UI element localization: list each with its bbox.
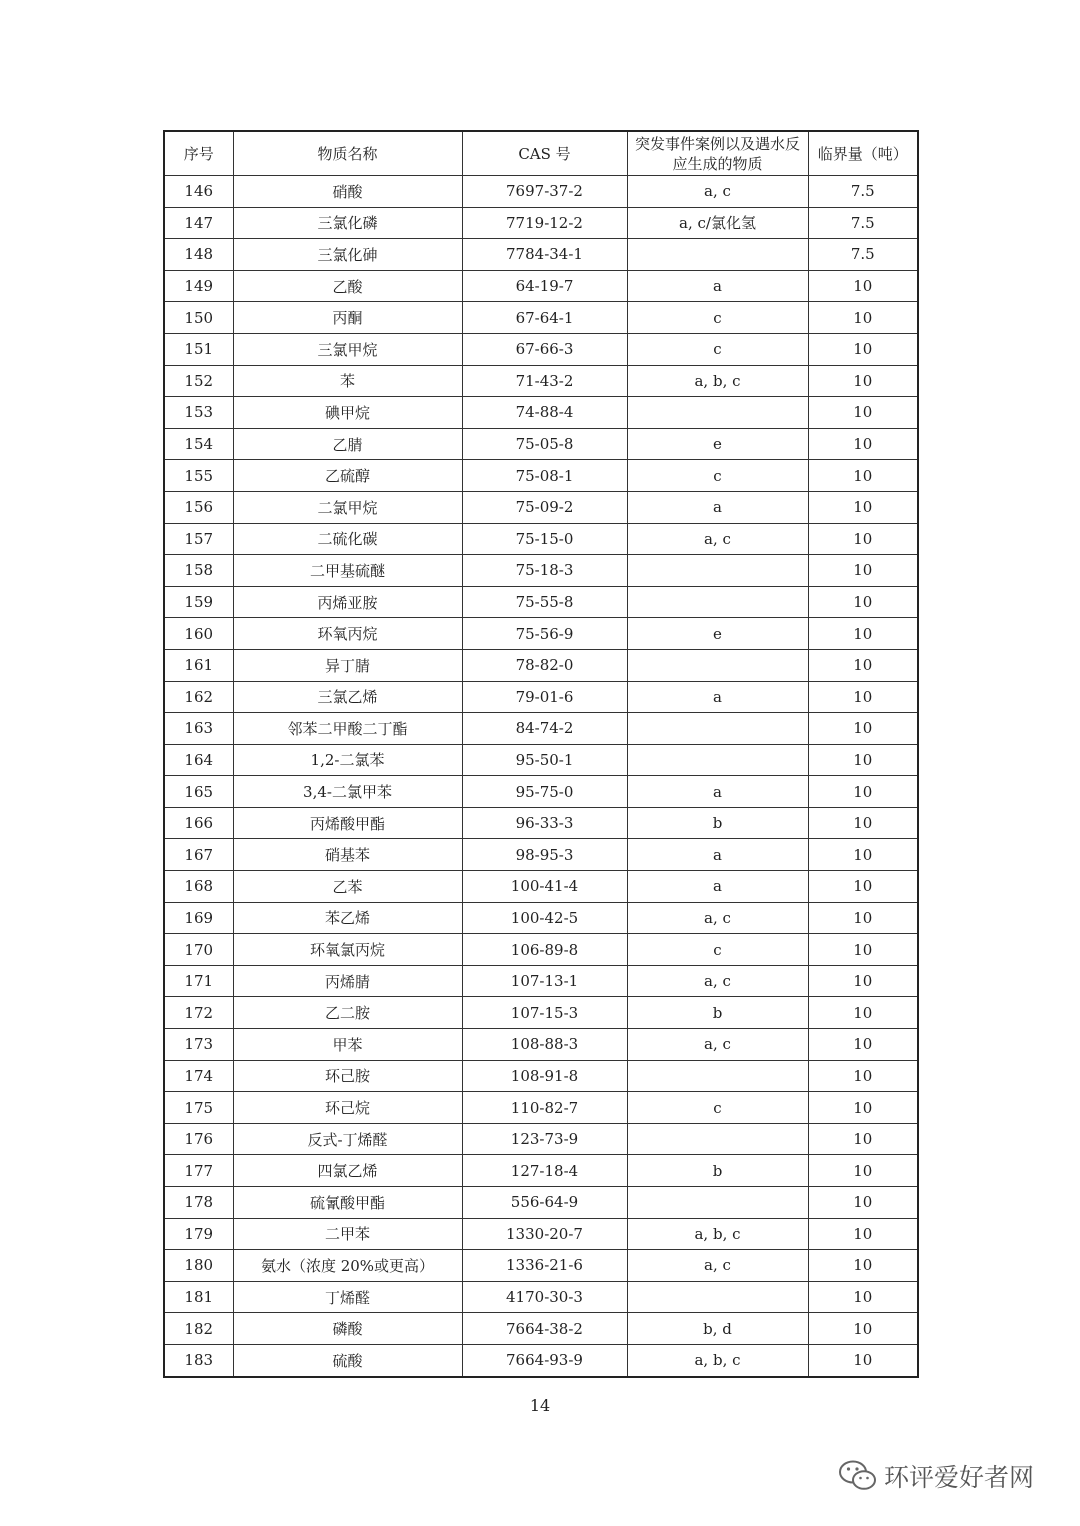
cell-cas-number: 67-66-3	[462, 333, 627, 365]
cell-index: 146	[164, 176, 233, 208]
cell-cas-number: 75-09-2	[462, 491, 627, 523]
cell-cas-number: 75-05-8	[462, 428, 627, 460]
cell-cas-number: 110-82-7	[462, 1092, 627, 1124]
cell-substance-name: 乙酸	[233, 270, 462, 302]
cell-threshold: 10	[808, 902, 918, 934]
cell-cas-number: 100-42-5	[462, 902, 627, 934]
table-row	[164, 397, 918, 429]
watermark	[838, 1456, 1034, 1496]
cell-threshold: 10	[808, 965, 918, 997]
table-row	[164, 902, 918, 934]
cell-threshold: 10	[808, 460, 918, 492]
cell-substance-name: 1,2-二氯苯	[233, 744, 462, 776]
cell-threshold: 7.5	[808, 239, 918, 271]
cell-incident-cases	[627, 586, 808, 618]
table-row	[164, 302, 918, 334]
cell-threshold: 10	[808, 302, 918, 334]
cell-substance-name: 三氯乙烯	[233, 681, 462, 713]
cell-cas-number: 75-56-9	[462, 618, 627, 650]
cell-index: 173	[164, 1029, 233, 1061]
cell-threshold: 10	[808, 618, 918, 650]
table-row	[164, 460, 918, 492]
cell-substance-name: 三氯化磷	[233, 207, 462, 239]
cell-substance-name: 丙烯腈	[233, 965, 462, 997]
cell-incident-cases: c	[627, 460, 808, 492]
cell-threshold: 10	[808, 871, 918, 903]
cell-incident-cases: a	[627, 776, 808, 808]
wechat-icon	[838, 1459, 878, 1493]
cell-substance-name: 邻苯二甲酸二丁酯	[233, 713, 462, 745]
table-row	[164, 428, 918, 460]
table-row	[164, 871, 918, 903]
cell-threshold: 10	[808, 839, 918, 871]
cell-index: 172	[164, 997, 233, 1029]
cell-cas-number: 95-75-0	[462, 776, 627, 808]
cell-threshold: 10	[808, 997, 918, 1029]
table-row	[164, 365, 918, 397]
cell-index: 153	[164, 397, 233, 429]
cell-incident-cases: a	[627, 839, 808, 871]
cell-cas-number: 7664-93-9	[462, 1344, 627, 1376]
cell-substance-name: 环氧氯丙烷	[233, 934, 462, 966]
cell-cas-number: 108-91-8	[462, 1060, 627, 1092]
cell-substance-name: 乙腈	[233, 428, 462, 460]
cell-cas-number: 106-89-8	[462, 934, 627, 966]
substance-table	[163, 130, 919, 1378]
cell-index: 168	[164, 871, 233, 903]
cell-substance-name: 二氯甲烷	[233, 491, 462, 523]
cell-substance-name: 环己胺	[233, 1060, 462, 1092]
cell-index: 177	[164, 1155, 233, 1187]
cell-incident-cases: a	[627, 681, 808, 713]
cell-substance-name: 乙二胺	[233, 997, 462, 1029]
cell-incident-cases: a, c	[627, 523, 808, 555]
table-row	[164, 839, 918, 871]
cell-threshold: 10	[808, 1123, 918, 1155]
cell-index: 164	[164, 744, 233, 776]
cell-incident-cases: e	[627, 428, 808, 460]
cell-substance-name: 氨水（浓度 20%或更高）	[233, 1250, 462, 1282]
cell-index: 160	[164, 618, 233, 650]
cell-substance-name: 丙酮	[233, 302, 462, 334]
cell-index: 162	[164, 681, 233, 713]
cell-cas-number: 64-19-7	[462, 270, 627, 302]
table-row	[164, 1155, 918, 1187]
cell-index: 183	[164, 1344, 233, 1376]
cell-incident-cases: a	[627, 871, 808, 903]
cell-incident-cases: a, b, c	[627, 365, 808, 397]
cell-index: 167	[164, 839, 233, 871]
cell-cas-number: 96-33-3	[462, 807, 627, 839]
cell-substance-name: 乙苯	[233, 871, 462, 903]
cell-cas-number: 1336-21-6	[462, 1250, 627, 1282]
table-row	[164, 207, 918, 239]
cell-substance-name: 硝基苯	[233, 839, 462, 871]
cell-incident-cases	[627, 555, 808, 587]
cell-incident-cases	[627, 649, 808, 681]
header-cas-number: CAS 号	[462, 131, 627, 176]
cell-cas-number: 84-74-2	[462, 713, 627, 745]
table-row	[164, 1187, 918, 1219]
cell-incident-cases	[627, 1060, 808, 1092]
watermark-text: 环评爱好者网	[884, 1463, 1035, 1492]
cell-index: 181	[164, 1281, 233, 1313]
cell-incident-cases	[627, 1281, 808, 1313]
table-row	[164, 649, 918, 681]
cell-index: 147	[164, 207, 233, 239]
cell-index: 176	[164, 1123, 233, 1155]
table-row	[164, 176, 918, 208]
cell-cas-number: 98-95-3	[462, 839, 627, 871]
cell-threshold: 10	[808, 807, 918, 839]
table-row	[164, 523, 918, 555]
table-header-row	[164, 131, 918, 176]
cell-incident-cases: c	[627, 302, 808, 334]
cell-substance-name: 苯	[233, 365, 462, 397]
cell-cas-number: 556-64-9	[462, 1187, 627, 1219]
table-row	[164, 713, 918, 745]
cell-index: 156	[164, 491, 233, 523]
cell-threshold: 10	[808, 1092, 918, 1124]
cell-cas-number: 74-88-4	[462, 397, 627, 429]
cell-incident-cases: c	[627, 333, 808, 365]
cell-index: 149	[164, 270, 233, 302]
cell-substance-name: 环己烷	[233, 1092, 462, 1124]
cell-index: 159	[164, 586, 233, 618]
cell-index: 158	[164, 555, 233, 587]
header-index: 序号	[164, 131, 233, 176]
cell-incident-cases: a, b, c	[627, 1344, 808, 1376]
page-number: 14	[529, 1396, 551, 1415]
cell-incident-cases	[627, 397, 808, 429]
cell-substance-name: 异丁腈	[233, 649, 462, 681]
cell-incident-cases: b	[627, 1155, 808, 1187]
cell-substance-name: 甲苯	[233, 1029, 462, 1061]
cell-substance-name: 乙硫醇	[233, 460, 462, 492]
cell-cas-number: 75-18-3	[462, 555, 627, 587]
cell-threshold: 10	[808, 333, 918, 365]
cell-cas-number: 75-08-1	[462, 460, 627, 492]
cell-substance-name: 3,4-二氯甲苯	[233, 776, 462, 808]
cell-index: 161	[164, 649, 233, 681]
cell-incident-cases	[627, 239, 808, 271]
cell-threshold: 10	[808, 1218, 918, 1250]
table-row	[164, 965, 918, 997]
cell-threshold: 10	[808, 1344, 918, 1376]
cell-incident-cases	[627, 744, 808, 776]
cell-substance-name: 硝酸	[233, 176, 462, 208]
table-row	[164, 934, 918, 966]
table-row	[164, 491, 918, 523]
cell-threshold: 10	[808, 1313, 918, 1345]
table-row	[164, 1060, 918, 1092]
cell-substance-name: 二甲基硫醚	[233, 555, 462, 587]
cell-index: 180	[164, 1250, 233, 1282]
cell-index: 182	[164, 1313, 233, 1345]
cell-incident-cases: a, c	[627, 965, 808, 997]
header-threshold: 临界量（吨）	[808, 131, 918, 176]
cell-cas-number: 7719-12-2	[462, 207, 627, 239]
cell-index: 178	[164, 1187, 233, 1219]
cell-substance-name: 反式-丁烯醛	[233, 1123, 462, 1155]
cell-incident-cases: b	[627, 807, 808, 839]
cell-index: 163	[164, 713, 233, 745]
table-row	[164, 997, 918, 1029]
cell-threshold: 10	[808, 1060, 918, 1092]
cell-substance-name: 丁烯醛	[233, 1281, 462, 1313]
header-incident-cases: 突发事件案例以及遇水反应生成的物质	[627, 131, 808, 176]
cell-index: 151	[164, 333, 233, 365]
cell-threshold: 10	[808, 649, 918, 681]
cell-threshold: 10	[808, 776, 918, 808]
cell-index: 175	[164, 1092, 233, 1124]
table-row	[164, 1344, 918, 1376]
cell-cas-number: 75-15-0	[462, 523, 627, 555]
cell-cas-number: 107-13-1	[462, 965, 627, 997]
cell-cas-number: 95-50-1	[462, 744, 627, 776]
cell-threshold: 10	[808, 1029, 918, 1061]
cell-index: 152	[164, 365, 233, 397]
cell-threshold: 7.5	[808, 207, 918, 239]
table-row	[164, 1250, 918, 1282]
cell-substance-name: 二硫化碳	[233, 523, 462, 555]
cell-cas-number: 123-73-9	[462, 1123, 627, 1155]
cell-incident-cases	[627, 713, 808, 745]
cell-cas-number: 78-82-0	[462, 649, 627, 681]
cell-index: 157	[164, 523, 233, 555]
cell-incident-cases: a, b, c	[627, 1218, 808, 1250]
cell-incident-cases: c	[627, 934, 808, 966]
cell-threshold: 10	[808, 428, 918, 460]
cell-cas-number: 7664-38-2	[462, 1313, 627, 1345]
cell-cas-number: 127-18-4	[462, 1155, 627, 1187]
cell-threshold: 10	[808, 934, 918, 966]
table-body	[164, 176, 918, 1377]
table-row	[164, 776, 918, 808]
cell-incident-cases: b, d	[627, 1313, 808, 1345]
cell-threshold: 10	[808, 270, 918, 302]
cell-cas-number: 7784-34-1	[462, 239, 627, 271]
cell-threshold: 10	[808, 1250, 918, 1282]
cell-index: 171	[164, 965, 233, 997]
table-row	[164, 239, 918, 271]
cell-substance-name: 三氯甲烷	[233, 333, 462, 365]
cell-cas-number: 100-41-4	[462, 871, 627, 903]
header-substance-name: 物质名称	[233, 131, 462, 176]
cell-cas-number: 107-15-3	[462, 997, 627, 1029]
cell-cas-number: 7697-37-2	[462, 176, 627, 208]
table-row	[164, 807, 918, 839]
cell-index: 170	[164, 934, 233, 966]
table-row	[164, 744, 918, 776]
cell-index: 155	[164, 460, 233, 492]
table-row	[164, 555, 918, 587]
cell-substance-name: 硫酸	[233, 1344, 462, 1376]
cell-substance-name: 苯乙烯	[233, 902, 462, 934]
cell-threshold: 10	[808, 586, 918, 618]
cell-substance-name: 环氧丙烷	[233, 618, 462, 650]
cell-index: 150	[164, 302, 233, 334]
cell-index: 169	[164, 902, 233, 934]
cell-threshold: 10	[808, 681, 918, 713]
cell-index: 174	[164, 1060, 233, 1092]
cell-incident-cases: a	[627, 270, 808, 302]
table-row	[164, 586, 918, 618]
table-row	[164, 270, 918, 302]
cell-cas-number: 67-64-1	[462, 302, 627, 334]
table-row	[164, 333, 918, 365]
cell-substance-name: 丙烯酸甲酯	[233, 807, 462, 839]
cell-substance-name: 二甲苯	[233, 1218, 462, 1250]
table-row	[164, 1281, 918, 1313]
cell-threshold: 10	[808, 713, 918, 745]
cell-incident-cases: c	[627, 1092, 808, 1124]
cell-threshold: 10	[808, 1155, 918, 1187]
cell-incident-cases: a, c	[627, 902, 808, 934]
cell-incident-cases: a, c/氯化氢	[627, 207, 808, 239]
table-row	[164, 618, 918, 650]
cell-cas-number: 108-88-3	[462, 1029, 627, 1061]
cell-substance-name: 磷酸	[233, 1313, 462, 1345]
cell-index: 154	[164, 428, 233, 460]
cell-threshold: 10	[808, 1281, 918, 1313]
cell-substance-name: 三氯化砷	[233, 239, 462, 271]
cell-cas-number: 79-01-6	[462, 681, 627, 713]
cell-cas-number: 1330-20-7	[462, 1218, 627, 1250]
table-row	[164, 1313, 918, 1345]
cell-threshold: 10	[808, 365, 918, 397]
cell-incident-cases: e	[627, 618, 808, 650]
cell-substance-name: 丙烯亚胺	[233, 586, 462, 618]
cell-substance-name: 碘甲烷	[233, 397, 462, 429]
table-row	[164, 1029, 918, 1061]
cell-index: 179	[164, 1218, 233, 1250]
table-row	[164, 1218, 918, 1250]
cell-incident-cases: a, c	[627, 1250, 808, 1282]
cell-threshold: 10	[808, 555, 918, 587]
cell-threshold: 10	[808, 744, 918, 776]
table-row	[164, 1123, 918, 1155]
cell-threshold: 10	[808, 523, 918, 555]
cell-threshold: 10	[808, 491, 918, 523]
cell-index: 148	[164, 239, 233, 271]
table-row	[164, 681, 918, 713]
cell-threshold: 7.5	[808, 176, 918, 208]
substance-table-container	[163, 130, 917, 1378]
cell-threshold: 10	[808, 397, 918, 429]
cell-cas-number: 75-55-8	[462, 586, 627, 618]
cell-index: 166	[164, 807, 233, 839]
cell-incident-cases	[627, 1187, 808, 1219]
cell-cas-number: 4170-30-3	[462, 1281, 627, 1313]
cell-substance-name: 硫氰酸甲酯	[233, 1187, 462, 1219]
cell-incident-cases: a, c	[627, 1029, 808, 1061]
cell-incident-cases	[627, 1123, 808, 1155]
cell-incident-cases: a	[627, 491, 808, 523]
table-row	[164, 1092, 918, 1124]
cell-incident-cases: a, c	[627, 176, 808, 208]
cell-threshold: 10	[808, 1187, 918, 1219]
cell-cas-number: 71-43-2	[462, 365, 627, 397]
cell-incident-cases: b	[627, 997, 808, 1029]
cell-substance-name: 四氯乙烯	[233, 1155, 462, 1187]
cell-index: 165	[164, 776, 233, 808]
